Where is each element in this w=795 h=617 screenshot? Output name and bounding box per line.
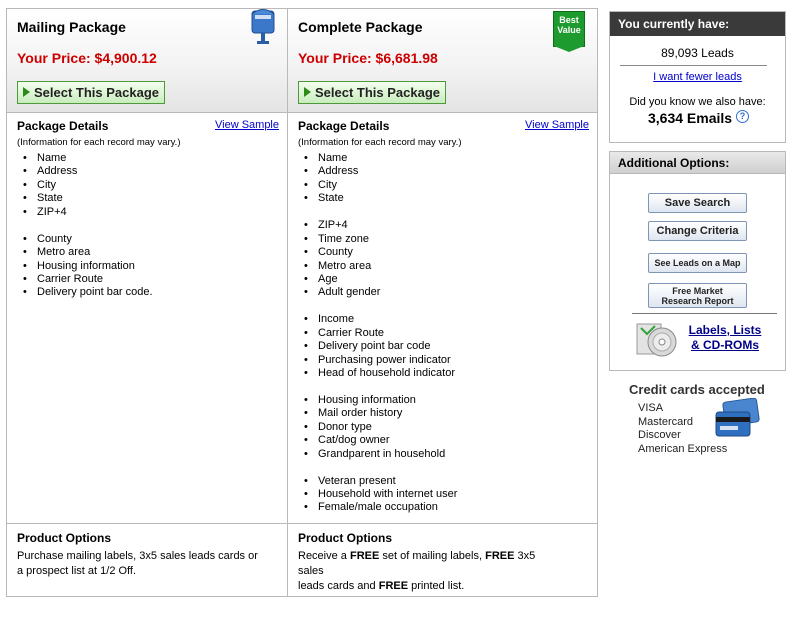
select-complete-package-button[interactable]: Select This Package bbox=[298, 81, 446, 104]
list-item: • Metro area bbox=[17, 246, 153, 259]
package-details-list bbox=[298, 152, 457, 515]
product-options-title: Product Options bbox=[298, 531, 392, 545]
list-item bbox=[298, 206, 457, 219]
list-item: • State bbox=[298, 192, 457, 205]
credit-card-icon bbox=[712, 398, 762, 442]
package-details-title: Package Details bbox=[298, 119, 390, 133]
list-item: • Housing information bbox=[17, 260, 153, 273]
view-sample-link[interactable]: View Sample bbox=[215, 119, 279, 131]
list-item bbox=[298, 300, 457, 313]
list-item: • State bbox=[17, 192, 153, 205]
list-item bbox=[298, 380, 457, 393]
list-item: • City bbox=[17, 179, 153, 192]
product-options bbox=[7, 523, 287, 598]
credit-card-name: American Express bbox=[638, 442, 728, 455]
credit-cards-title: Credit cards accepted bbox=[629, 382, 765, 397]
divider bbox=[620, 65, 767, 66]
additional-options-panel bbox=[609, 151, 786, 371]
list-item bbox=[17, 219, 153, 232]
packages-panel bbox=[6, 8, 598, 597]
current-leads-panel bbox=[609, 11, 786, 143]
current-leads-title: You currently have: bbox=[610, 12, 785, 36]
product-options-text: Receive a FREE set of mailing labels, FREE 3x5 sales leads cards and FREE printed list. bbox=[298, 550, 536, 592]
complete-package-column bbox=[288, 9, 597, 596]
list-item: • Carrier Route bbox=[17, 273, 153, 286]
package-details-list bbox=[17, 152, 153, 300]
list-item: • Delivery point bar code bbox=[298, 340, 457, 353]
list-item: • ZIP+4 bbox=[298, 219, 457, 232]
cd-rom-icon bbox=[635, 320, 680, 358]
change-criteria-button[interactable]: Change Criteria bbox=[648, 221, 747, 241]
mailing-package-header bbox=[7, 9, 287, 113]
package-name: Complete Package bbox=[298, 19, 423, 35]
product-options bbox=[288, 523, 597, 598]
list-item: • Time zone bbox=[298, 233, 457, 246]
list-item: • Female/male occupation bbox=[298, 501, 457, 514]
list-item: • Cat/dog owner bbox=[298, 434, 457, 447]
best-value-badge: Best Value bbox=[553, 11, 585, 47]
list-item: • Metro area bbox=[298, 260, 457, 273]
select-mailing-package-button[interactable]: Select This Package bbox=[17, 81, 165, 104]
package-price: Your Price: $4,900.12 bbox=[17, 50, 157, 66]
list-item: • Veteran present bbox=[298, 475, 457, 488]
mailing-package-column bbox=[7, 9, 288, 596]
package-details-title: Package Details bbox=[17, 119, 109, 133]
also-have-text: Did you know we also have: bbox=[629, 96, 766, 108]
product-options-text: Purchase mailing labels, 3x5 sales leads cards or a prospect list at 1/2 Off. bbox=[17, 550, 258, 577]
list-item: • County bbox=[298, 246, 457, 259]
additional-options-title: Additional Options: bbox=[610, 152, 785, 174]
list-item: • Address bbox=[17, 165, 153, 178]
play-triangle-icon bbox=[304, 87, 311, 97]
list-item: • Income bbox=[298, 313, 457, 326]
help-icon[interactable]: ? bbox=[736, 110, 749, 123]
list-item: • Address bbox=[298, 165, 457, 178]
credit-card-name: Mastercard bbox=[638, 415, 694, 428]
fewer-leads-link[interactable]: I want fewer leads bbox=[653, 71, 742, 83]
list-item: • ZIP+4 bbox=[17, 206, 153, 219]
mailbox-icon bbox=[248, 5, 278, 45]
complete-package-header bbox=[288, 9, 597, 113]
list-item: • Age bbox=[298, 273, 457, 286]
list-item: • Delivery point bar code. bbox=[17, 286, 153, 299]
save-search-button[interactable]: Save Search bbox=[648, 193, 747, 213]
list-item: • Mail order history bbox=[298, 407, 457, 420]
labels-lists-cdroms-link[interactable]: Labels, Lists & CD-ROMs bbox=[688, 323, 762, 352]
product-options-title: Product Options bbox=[17, 531, 111, 545]
credit-card-name: VISA bbox=[638, 402, 664, 414]
emails-count: 3,634 Emails bbox=[648, 110, 733, 126]
list-item: • Housing information bbox=[298, 394, 457, 407]
list-item: • Household with internet user bbox=[298, 488, 457, 501]
divider bbox=[632, 313, 777, 314]
list-item: • Grandparent in household bbox=[298, 448, 457, 461]
list-item bbox=[298, 461, 457, 474]
list-item: • Carrier Route bbox=[298, 327, 457, 340]
list-item: • Name bbox=[298, 152, 457, 165]
list-item: • County bbox=[17, 233, 153, 246]
package-price: Your Price: $6,681.98 bbox=[298, 50, 438, 66]
view-sample-link[interactable]: View Sample bbox=[525, 119, 589, 131]
see-leads-map-button[interactable]: See Leads on a Map bbox=[648, 253, 747, 273]
list-item: • Purchasing power indicator bbox=[298, 354, 457, 367]
play-triangle-icon bbox=[23, 87, 30, 97]
package-name: Mailing Package bbox=[17, 19, 126, 35]
list-item: • Head of household indicator bbox=[298, 367, 457, 380]
info-note: (Information for each record may vary.) bbox=[298, 137, 462, 148]
market-research-button[interactable]: Free Market Research Report bbox=[648, 283, 747, 308]
list-item: • Adult gender bbox=[298, 286, 457, 299]
credit-card-name: Discover bbox=[638, 429, 681, 441]
leads-count: 89,093 Leads bbox=[661, 46, 734, 60]
info-note: (Information for each record may vary.) bbox=[17, 137, 181, 148]
list-item: • City bbox=[298, 179, 457, 192]
list-item: • Name bbox=[17, 152, 153, 165]
list-item: • Donor type bbox=[298, 421, 457, 434]
